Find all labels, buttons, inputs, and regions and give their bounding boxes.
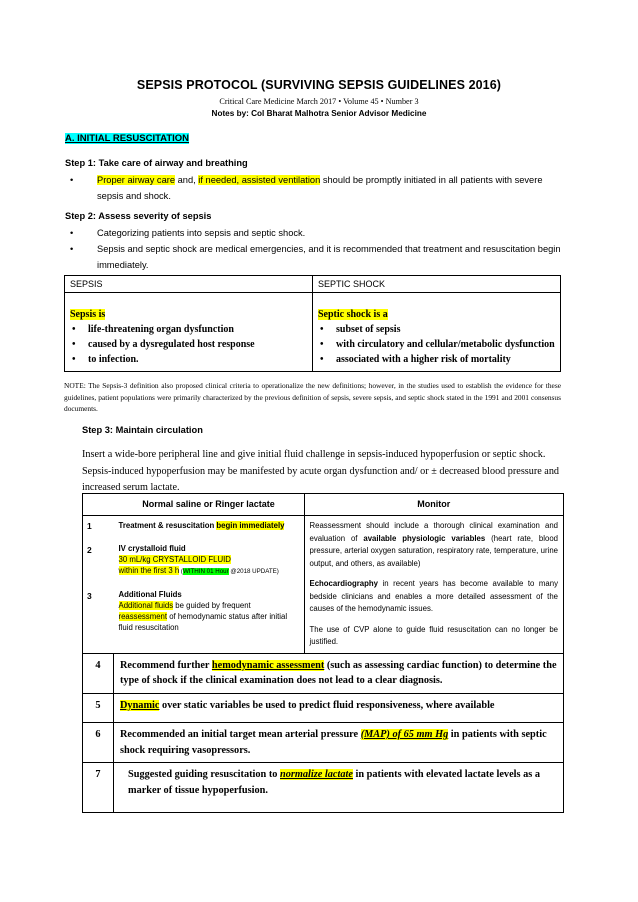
text-run: and,	[175, 175, 199, 185]
text-run: in patients with elevated lactate levels as a marker of tissue hypoperfusion.	[128, 769, 540, 796]
list-item: • life-threatening organ dysfunction	[70, 322, 307, 337]
row-number: 7	[83, 763, 114, 813]
monitor-paragraph	[310, 578, 559, 616]
fluid-timing-line	[119, 565, 299, 577]
table-row	[83, 653, 564, 693]
list-item: • with circulatory and cellular/metabolic dysfunction	[318, 337, 555, 352]
highlight-text: 30 mL/kg CRYSTALLOID FLUID	[118, 555, 231, 564]
step2-heading: Step 2: Assess severity of sepsis	[65, 211, 212, 221]
text-run: Treatment & resuscitation	[118, 521, 217, 530]
recommendation-cell	[114, 653, 564, 693]
step2-list	[65, 225, 565, 273]
text-run: @2018 UPDATE)	[228, 568, 279, 575]
step3-heading: Step 3: Maintain circulation	[82, 425, 203, 435]
list-item: • associated with a higher risk of mortality	[318, 352, 555, 367]
circulation-table	[82, 493, 564, 813]
sepsis-definition-cell	[65, 293, 313, 372]
table-row	[83, 763, 564, 813]
step-number-column	[83, 516, 114, 654]
text-run: in recent years has become available to many bedside clinicians and enables a more detailed assessment of the causes of the hemodynamic issues.	[309, 579, 558, 613]
document-title: SEPSIS PROTOCOL (SURVIVING SEPSIS GUIDELINES 2016)	[136, 78, 502, 92]
text-run: be guided by frequent	[173, 601, 251, 610]
list-item: • subset of sepsis	[318, 322, 555, 337]
text-run: Recommend further	[120, 659, 212, 671]
highlight-text: Dynamic	[120, 699, 160, 711]
text-run: Reassessment should include a thorough clinical examination and evaluation of	[309, 521, 558, 543]
highlight-text: if needed, assisted ventilation	[198, 175, 321, 185]
highlight-text: within the first 3 h	[118, 566, 180, 575]
additional-fluids-title: Additional Fluids	[118, 590, 182, 599]
fluid-treatment-cell	[114, 516, 305, 654]
table-row	[83, 693, 564, 723]
highlight-text: (MAP) of 65 mm Hg	[360, 729, 449, 740]
treatment-line	[119, 520, 299, 531]
step1-heading: Step 1: Take care of airway and breathing	[65, 158, 248, 168]
journal-citation: Critical Care Medicine March 2017 • Volume 45 • Number 3	[219, 97, 419, 106]
monitor-paragraph	[310, 520, 559, 570]
septic-shock-title: Septic shock is a	[318, 309, 388, 320]
text-run: (	[179, 568, 183, 575]
sepsis-definition-table	[64, 275, 561, 372]
table-header-cell: SEPSIS	[65, 276, 313, 293]
list-item: • caused by a dysregulated host response	[70, 337, 307, 352]
monitor-paragraph: The use of CVP alone to guide fluid resuscitation can no longer be justified.	[309, 624, 558, 646]
row-number: 4	[83, 653, 114, 693]
text-run: should be promptly initiated in all patients with severe sepsis and shock.	[97, 175, 543, 201]
list-item: • Categorizing patients into sepsis and septic shock.	[65, 225, 565, 241]
row-number: 6	[83, 723, 114, 763]
row-number: 2	[87, 545, 92, 555]
list-item: • Sepsis and septic shock are medical emergencies, and it is recommended that treatment and resuscitation begin immediately.	[65, 241, 565, 273]
row-number: 5	[83, 693, 114, 723]
section-a-label: A. INITIAL RESUSCITATION	[65, 133, 190, 144]
text-run: Suggested guiding resuscitation to	[128, 769, 280, 780]
table-row	[83, 723, 564, 763]
bold-text: available physiologic variables	[363, 533, 486, 543]
recommendation-cell	[114, 723, 564, 763]
author-notes: Notes by: Col Bharat Malhotra Senior Advisor Medicine	[211, 109, 427, 118]
update-highlight: WITHIN 01 Hour	[182, 568, 229, 575]
monitor-cell	[304, 516, 564, 654]
sepsis-title: Sepsis is	[70, 309, 106, 320]
text-run: in patients with septic shock requiring vasopressors.	[120, 729, 547, 756]
empty-cell	[83, 494, 114, 516]
additional-fluids-text	[119, 600, 299, 633]
highlight-text: begin immediately	[216, 521, 285, 530]
text-run: over static variables be used to predict fluid responsiveness, where available	[159, 699, 495, 711]
text-run: Recommended an initial target mean arterial pressure	[120, 729, 361, 740]
highlight-text: normalize lactate	[280, 769, 353, 780]
list-item: • to infection.	[70, 352, 307, 367]
septic-shock-definition-cell	[313, 293, 561, 372]
row-number: 3	[87, 591, 92, 601]
text-run: (heart rate, blood pressure, arterial oxygen saturation, respiratory rate, temperature, urine output, and others, as available)	[309, 533, 558, 568]
fluid-dose-line	[119, 554, 299, 565]
highlight-text: Proper airway care	[97, 175, 176, 185]
text-run: (such as assessing cardiac function) to determine the type of shock if the clinical examination does not lead to a clear diagnosis.	[120, 659, 557, 686]
section-heading	[65, 133, 189, 144]
step3-paragraph: Insert a wide-bore peripheral line and give initial fluid challenge in sepsis-induced hypoperfusion or septic shock. Sepsis-induced hypoperfusion may be manifested by acute organ dysfunction and/ or ± decreased blood pressure and increased serum lactate.	[82, 449, 560, 493]
highlight-text: hemodynamic assessment	[211, 659, 325, 671]
table-header-cell: SEPTIC SHOCK	[313, 276, 561, 293]
list-item	[65, 172, 565, 204]
table-header-cell: Normal saline or Ringer lactate	[114, 494, 305, 516]
fluid-title: IV crystalloid fluid	[118, 544, 186, 553]
bold-text: Echocardiography	[309, 579, 378, 588]
highlight-text: reassessment	[118, 612, 168, 621]
step1-list	[65, 172, 565, 204]
recommendation-cell	[114, 693, 564, 723]
recommendation-cell	[114, 763, 564, 813]
text-run: of hemodynamic status after initial fluid resuscitation	[118, 612, 288, 632]
highlight-text: Additional fluids	[118, 601, 174, 610]
table-header-cell: Monitor	[304, 494, 564, 516]
row-number: 1	[87, 521, 92, 531]
definition-note: NOTE: The Sepsis-3 definition also proposed clinical criteria to operationalize the new definitions; however, in the studies used to establish the evidence for these guidelines, patient populations were primarily characterized by the previous definition of sepsis, severe sepsis, and septic shock stated in the 1991 and 2001 consensus documents.	[64, 381, 561, 413]
